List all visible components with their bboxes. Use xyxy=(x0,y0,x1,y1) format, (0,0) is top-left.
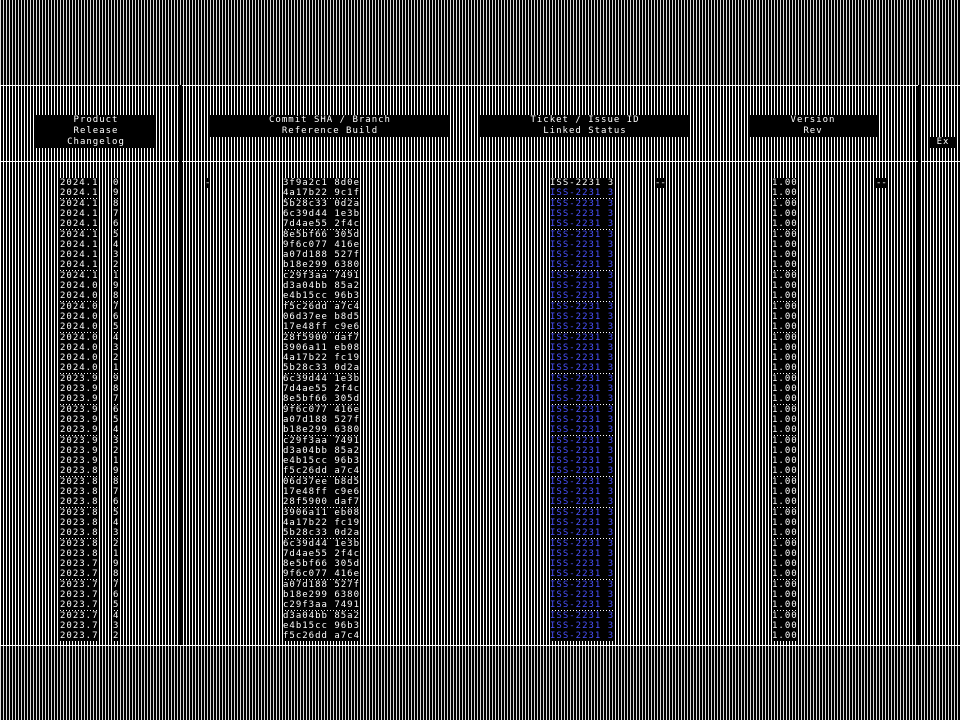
commit-cell: 6c39d44 1e3b xyxy=(283,208,361,219)
version-cell: 1.00 xyxy=(772,414,798,425)
release-sub-cell: 7 xyxy=(113,487,120,497)
commit-cell: 9f6c077 416e xyxy=(283,404,361,415)
release-sub-cell: 7 xyxy=(113,579,120,590)
ticket-cell: ISS-2231 3 xyxy=(550,384,615,394)
release-cell: 2024.1 xyxy=(60,188,99,199)
version-cell: 1.00 xyxy=(772,548,798,559)
ticket-cell: ISS-2231 3 xyxy=(550,404,615,415)
top-band xyxy=(0,0,960,85)
release-sub-cell: 6 xyxy=(113,311,120,322)
ticket-cell: ISS-2231 3 xyxy=(550,332,615,343)
release-cell: 2023.8 xyxy=(60,466,99,477)
release-sub-cell: 4 xyxy=(113,517,120,528)
release-sub-cell: 5 xyxy=(113,322,120,333)
ticket-cell: ISS-2231 3 xyxy=(550,466,615,477)
release-sub-cell: 7 xyxy=(113,301,120,312)
commit-cell: e4b15cc 96b3 xyxy=(283,620,361,631)
commit-cell: d3a04bb 85a2 xyxy=(283,445,361,456)
release-cell: 2023.9 xyxy=(60,373,99,384)
release-sub-cell: 3 xyxy=(113,250,120,261)
commit-cell: b18e299 6380 xyxy=(283,260,361,271)
commit-cell: 5b28c33 0d2a xyxy=(283,363,361,374)
version-cell: 1.00 xyxy=(772,620,798,631)
release-cell: 2024.1 xyxy=(60,229,99,240)
release-cell: 2024.0 xyxy=(60,363,99,374)
release-cell: 2023.7 xyxy=(60,620,99,631)
release-cell: 2024.0 xyxy=(60,281,99,291)
ticket-cell: ISS-2231 3 xyxy=(550,425,615,436)
release-sub-cell: 6 xyxy=(113,404,120,415)
release-cell: 2023.7 xyxy=(60,631,99,642)
ticket-cell: ISS-2231 3 xyxy=(550,208,615,219)
ticket-cell: ISS-2231 3 xyxy=(550,281,615,291)
version-cell: 1.00 xyxy=(772,435,798,446)
release-sub-cell: 2 xyxy=(113,538,120,549)
commit-cell: 8e5bf66 305d xyxy=(283,394,361,405)
ticket-cell: ISS-2231 3 xyxy=(550,507,615,518)
ticket-cell: ISS-2231 3 xyxy=(550,322,615,333)
commit-cell: 6c39d44 1e3b xyxy=(283,373,361,384)
version-cell: 1.00 xyxy=(772,507,798,518)
column-header[interactable]: Ex xyxy=(930,137,956,148)
release-cell: 2023.7 xyxy=(60,610,99,621)
commit-cell: 06d37ee b8d5 xyxy=(283,311,361,322)
release-cell: 2023.7 xyxy=(60,569,99,580)
commit-cell: f5c26dd a7c4 xyxy=(283,631,361,642)
release-sub-cell: 5 xyxy=(113,600,120,611)
ticket-cell: ISS-2231 3 xyxy=(550,600,615,611)
commit-cell: 28f5900 daf7 xyxy=(283,332,361,343)
ticket-cell: ISS-2231 3 xyxy=(550,610,615,621)
release-sub-cell: 5 xyxy=(113,414,120,425)
row-marker: -- xyxy=(876,178,887,188)
ticket-cell: ISS-2231 3 xyxy=(550,569,615,580)
version-cell: 1.00 xyxy=(772,517,798,528)
release-sub-cell: 1 xyxy=(113,456,120,467)
release-sub-cell: 2 xyxy=(113,353,120,364)
release-cell: 2024.1 xyxy=(60,219,99,230)
commit-cell: c29f3aa 7491 xyxy=(283,600,361,611)
release-sub-cell: 3 xyxy=(113,435,120,446)
commit-cell: 28f5900 daf7 xyxy=(283,497,361,508)
ticket-cell: ISS-2231 3 xyxy=(550,250,615,261)
column-header[interactable]: Ticket / Issue ID Linked Status xyxy=(480,115,690,137)
version-cell: 1.00 xyxy=(772,404,798,415)
commit-cell: 4a17b22 9c1f xyxy=(283,188,361,199)
release-cell: 2024.0 xyxy=(60,311,99,322)
release-cell: 2024.1 xyxy=(60,208,99,219)
commit-cell: 5b28c33 0d2a xyxy=(283,198,361,209)
ticket-cell: ISS-2231 3 xyxy=(550,260,615,271)
ticket-cell: ISS-2231 3 xyxy=(550,311,615,322)
release-cell: 2023.8 xyxy=(60,497,99,508)
commit-cell: f5c26dd a7c4 xyxy=(283,466,361,477)
release-sub-cell: 9 xyxy=(113,373,120,384)
commit-cell: 9f6c077 416e xyxy=(283,239,361,250)
commit-cell: b18e299 6380 xyxy=(283,425,361,436)
version-cell: 1.00 xyxy=(772,466,798,477)
commit-cell: d3a04bb 85a2 xyxy=(283,610,361,621)
version-cell: 1.00 xyxy=(772,476,798,487)
ticket-cell: ISS-2231 3 xyxy=(550,445,615,456)
release-cell: 2024.1 xyxy=(60,250,99,261)
commit-cell: 3906a11 eb08 xyxy=(283,342,361,353)
commit-cell: 3f9a2c1 8d0e xyxy=(283,178,361,188)
ticket-cell: ISS-2231 3 xyxy=(550,394,615,405)
release-cell: 2023.7 xyxy=(60,600,99,611)
commit-cell: 5b28c33 0d2a xyxy=(283,528,361,539)
version-cell: 1.00 xyxy=(772,198,798,209)
commit-cell: e4b15cc 96b3 xyxy=(283,291,361,302)
version-cell: 1.00 xyxy=(772,384,798,394)
version-cell: 1.00 xyxy=(772,590,798,600)
release-cell: 2024.1 xyxy=(60,239,99,250)
release-sub-cell: 8 xyxy=(113,198,120,209)
release-cell: 2023.9 xyxy=(60,425,99,436)
release-sub-cell: 8 xyxy=(113,384,120,394)
ticket-cell: ISS-2231 3 xyxy=(550,270,615,281)
release-cell: 2024.1 xyxy=(60,270,99,281)
release-sub-cell: 6 xyxy=(113,590,120,600)
release-sub-cell: 2 xyxy=(113,631,120,642)
commit-cell: 8e5bf66 305d xyxy=(283,229,361,240)
ticket-cell: ISS-2231 3 xyxy=(550,291,615,302)
release-cell: 2023.7 xyxy=(60,579,99,590)
version-cell: 1.00 xyxy=(772,219,798,230)
data-table xyxy=(0,85,960,645)
commit-cell: 17e48ff c9e6 xyxy=(283,322,361,333)
commit-cell: 7d4ae55 2f4c xyxy=(283,548,361,559)
version-cell: 1.00 xyxy=(772,178,798,188)
ticket-cell: ISS-2231 3 xyxy=(550,620,615,631)
version-cell: 1.00 xyxy=(772,538,798,549)
version-cell: 1.00 xyxy=(772,497,798,508)
ticket-cell: ISS-2231 3 xyxy=(550,476,615,487)
version-cell: 1.00 xyxy=(772,600,798,611)
release-sub-cell: 5 xyxy=(113,229,120,240)
version-cell: 1.00 xyxy=(772,579,798,590)
version-cell: 1.00 xyxy=(772,260,798,271)
release-cell: 2024.0 xyxy=(60,291,99,302)
commit-cell: f5c26dd a7c4 xyxy=(283,301,361,312)
version-cell: 1.00 xyxy=(772,559,798,570)
release-sub-cell: 1 xyxy=(113,548,120,559)
ticket-cell: ISS-2231 3 xyxy=(550,301,615,312)
commit-cell: a07d188 527f xyxy=(283,250,361,261)
release-sub-cell: 5 xyxy=(113,507,120,518)
release-sub-cell: 3 xyxy=(113,528,120,539)
ticket-cell: ISS-2231 3 xyxy=(550,342,615,353)
ticket-cell: ISS-2231 3 xyxy=(550,188,615,199)
release-cell: 2023.8 xyxy=(60,507,99,518)
release-cell: 2023.9 xyxy=(60,445,99,456)
release-sub-cell: 4 xyxy=(113,425,120,436)
commit-cell: 4a17b22 fc19 xyxy=(283,353,361,364)
release-sub-cell: 9 xyxy=(113,559,120,570)
ticket-cell: ISS-2231 3 xyxy=(550,239,615,250)
commit-cell: b18e299 6380 xyxy=(283,590,361,600)
commit-cell: 9f6c077 416e xyxy=(283,569,361,580)
ticket-cell: ISS-2231 3 xyxy=(550,414,615,425)
release-sub-cell: 6 xyxy=(113,497,120,508)
release-sub-cell: 2 xyxy=(113,445,120,456)
commit-cell: c29f3aa 7491 xyxy=(283,270,361,281)
release-sub-cell: 7 xyxy=(113,208,120,219)
ticket-cell: ISS-2231 3 xyxy=(550,517,615,528)
version-cell: 1.00 xyxy=(772,363,798,374)
version-cell: 1.00 xyxy=(772,425,798,436)
column-header[interactable]: Commit SHA / Branch Reference Build xyxy=(210,115,450,137)
column-header[interactable]: Product Release Changelog xyxy=(36,115,156,148)
version-cell: 1.00 xyxy=(772,301,798,312)
commit-cell: 17e48ff c9e6 xyxy=(283,487,361,497)
ticket-cell: ISS-2231 3 xyxy=(550,229,615,240)
release-sub-cell: 9 xyxy=(113,281,120,291)
ticket-cell: ISS-2231 3 xyxy=(550,548,615,559)
release-sub-cell: 4 xyxy=(113,239,120,250)
commit-cell: 3906a11 eb08 xyxy=(283,507,361,518)
release-sub-cell: 3 xyxy=(113,620,120,631)
release-cell: 2023.8 xyxy=(60,528,99,539)
version-cell: 1.00 xyxy=(772,456,798,467)
row-marker: - xyxy=(205,178,211,188)
release-cell: 2023.9 xyxy=(60,384,99,394)
release-cell: 2023.8 xyxy=(60,517,99,528)
ticket-cell: ISS-2231 3 xyxy=(550,528,615,539)
release-cell: 2023.9 xyxy=(60,456,99,467)
release-cell: 2023.7 xyxy=(60,559,99,570)
release-cell: 2023.8 xyxy=(60,548,99,559)
version-cell: 1.00 xyxy=(772,394,798,405)
ticket-cell: ISS-2231 3 xyxy=(550,497,615,508)
version-cell: 1.00 xyxy=(772,281,798,291)
ticket-cell: ISS-2231 3 xyxy=(550,373,615,384)
version-cell: 1.00 xyxy=(772,373,798,384)
release-sub-cell: 9 xyxy=(113,466,120,477)
commit-cell: a07d188 527f xyxy=(283,579,361,590)
version-cell: 1.00 xyxy=(772,631,798,642)
release-cell: 2023.9 xyxy=(60,435,99,446)
ticket-cell: ISS-2231 3 xyxy=(550,363,615,374)
ticket-cell: ISS-2231 3 xyxy=(550,590,615,600)
commit-cell: 6c39d44 1e3b xyxy=(283,538,361,549)
row-marker: -- xyxy=(655,178,666,188)
release-sub-cell: 1 xyxy=(113,270,120,281)
ticket-cell: ISS-2231 3 xyxy=(550,538,615,549)
ticket-cell: ISS-2231 3 xyxy=(550,456,615,467)
ticket-cell: ISS-2231 3 xyxy=(550,219,615,230)
version-cell: 1.00 xyxy=(772,353,798,364)
ticket-cell: ISS-2231 3 xyxy=(550,559,615,570)
ticket-cell: ISS-2231 3 xyxy=(550,631,615,642)
commit-cell: d3a04bb 85a2 xyxy=(283,281,361,291)
release-sub-cell: 8 xyxy=(113,476,120,487)
version-cell: 1.00 xyxy=(772,445,798,456)
ticket-cell: ISS-2231 3 xyxy=(550,178,615,188)
version-cell: 1.00 xyxy=(772,610,798,621)
version-cell: 1.00 xyxy=(772,291,798,302)
version-cell: 1.00 xyxy=(772,342,798,353)
release-sub-cell: 7 xyxy=(113,394,120,405)
release-cell: 2024.0 xyxy=(60,301,99,312)
version-cell: 1.00 xyxy=(772,322,798,333)
version-cell: 1.00 xyxy=(772,208,798,219)
ticket-cell: ISS-2231 3 xyxy=(550,198,615,209)
commit-cell: 06d37ee b8d5 xyxy=(283,476,361,487)
release-sub-cell: 6 xyxy=(113,219,120,230)
release-sub-cell: 3 xyxy=(113,342,120,353)
commit-cell: c29f3aa 7491 xyxy=(283,435,361,446)
commit-cell: 4a17b22 fc19 xyxy=(283,517,361,528)
release-sub-cell: 2 xyxy=(113,260,120,271)
release-sub-cell: 9 xyxy=(113,188,120,199)
release-cell: 2024.0 xyxy=(60,332,99,343)
version-cell: 1.00 xyxy=(772,311,798,322)
release-cell: 2024.0 xyxy=(60,322,99,333)
ticket-cell: ISS-2231 3 xyxy=(550,487,615,497)
release-cell: 2023.9 xyxy=(60,414,99,425)
version-cell: 1.00 xyxy=(772,270,798,281)
commit-cell: 7d4ae55 2f4c xyxy=(283,384,361,394)
release-cell: 2023.9 xyxy=(60,394,99,405)
version-cell: 1.00 xyxy=(772,250,798,261)
release-sub-cell: 4 xyxy=(113,610,120,621)
commit-cell: 8e5bf66 305d xyxy=(283,559,361,570)
release-cell: 2024.1 xyxy=(60,178,99,188)
version-cell: 1.00 xyxy=(772,229,798,240)
commit-cell: a07d188 527f xyxy=(283,414,361,425)
bottom-band xyxy=(0,645,960,720)
release-cell: 2023.8 xyxy=(60,538,99,549)
version-cell: 1.00 xyxy=(772,188,798,199)
release-sub-cell: 8 xyxy=(113,569,120,580)
release-cell: 2023.9 xyxy=(60,404,99,415)
release-cell: 2024.1 xyxy=(60,260,99,271)
release-sub-cell: 1 xyxy=(113,363,120,374)
release-sub-cell: 8 xyxy=(113,291,120,302)
release-cell: 2024.0 xyxy=(60,342,99,353)
release-sub-cell: 4 xyxy=(113,332,120,343)
release-cell: 2023.7 xyxy=(60,590,99,600)
commit-cell: e4b15cc 96b3 xyxy=(283,456,361,467)
release-cell: 2023.8 xyxy=(60,476,99,487)
column-header[interactable]: Version Rev xyxy=(748,115,878,137)
ticket-cell: ISS-2231 3 xyxy=(550,353,615,364)
release-cell: 2024.0 xyxy=(60,353,99,364)
ticket-cell: ISS-2231 3 xyxy=(550,579,615,590)
version-cell: 1.00 xyxy=(772,528,798,539)
release-cell: 2023.8 xyxy=(60,487,99,497)
ticket-cell: ISS-2231 3 xyxy=(550,435,615,446)
version-cell: 1.00 xyxy=(772,332,798,343)
version-cell: 1.00 xyxy=(772,569,798,580)
version-cell: 1.00 xyxy=(772,487,798,497)
release-cell: 2024.1 xyxy=(60,198,99,209)
release-sub-cell: 0 xyxy=(113,178,120,188)
commit-cell: 7d4ae55 2f4c xyxy=(283,219,361,230)
table-bottom-border xyxy=(0,645,960,646)
version-cell: 1.00 xyxy=(772,239,798,250)
